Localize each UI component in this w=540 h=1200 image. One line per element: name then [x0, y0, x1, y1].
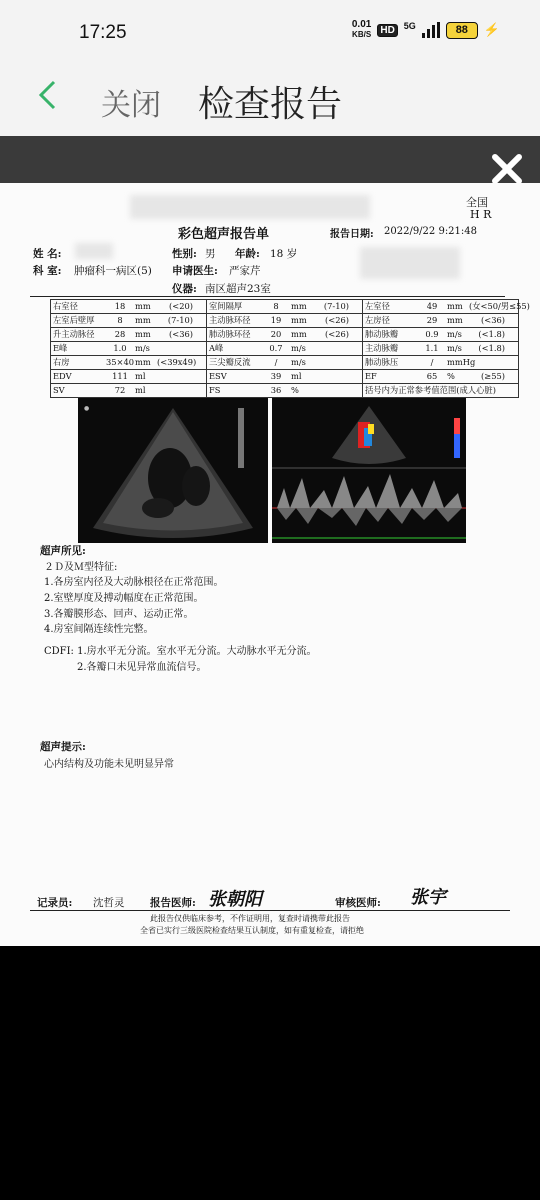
measurement-row — [51, 342, 519, 356]
report-image — [0, 183, 540, 946]
measure-value: 8 — [273, 301, 279, 311]
measure-value: 18 — [114, 301, 126, 311]
measurement-cell — [207, 342, 363, 356]
dept-label: 科 室: — [33, 265, 62, 277]
findings-title: 超声所见: — [40, 545, 86, 557]
measure-name: 肺动脉压 — [365, 357, 399, 367]
measure-value: 36 — [270, 385, 282, 395]
network-speed-value: 0.01 — [351, 19, 372, 30]
measure-name: 左室径 — [365, 301, 390, 311]
measure-unit: m/s — [291, 357, 306, 367]
finding-line-2: 2.室壁厚度及搏动幅度在正常范围。 — [44, 593, 204, 604]
measurement-cell — [363, 314, 519, 328]
measure-range: (<39x49) — [157, 357, 197, 367]
measure-name: 升主动脉径 — [53, 329, 95, 339]
measurement-cell — [51, 356, 207, 370]
measurement-cell — [363, 342, 519, 356]
recorder-label: 记录员: — [37, 897, 73, 909]
measurement-cell — [363, 328, 519, 342]
measure-value: 111 — [112, 371, 128, 381]
viewer-bottom-area — [0, 946, 540, 1200]
measurement-cell — [207, 384, 363, 398]
instrument-label: 仪器: — [172, 283, 197, 295]
reviewer-signature: 张宇 — [410, 887, 446, 908]
measure-range: (7-10) — [167, 315, 193, 325]
measure-name: EDV — [53, 371, 72, 381]
measure-name: 三尖瓣反流 — [209, 357, 251, 367]
impression-title: 超声提示: — [40, 741, 86, 753]
report-date: 2022/9/22 9:21:48 — [384, 226, 478, 237]
status-time: 17:25 — [79, 22, 127, 43]
measure-value: / — [274, 357, 278, 367]
gender-label: 性别: — [172, 248, 197, 260]
reviewer-label: 审核医师: — [335, 897, 381, 909]
close-x-icon[interactable] — [490, 152, 524, 186]
measure-unit: ml — [135, 385, 146, 395]
measure-value: 49 — [426, 301, 438, 311]
measure-range: (<26) — [325, 329, 349, 339]
measure-value: 35×40 — [105, 357, 135, 367]
network-speed-unit: KB/S — [352, 30, 372, 39]
measurement-cell — [51, 328, 207, 342]
measure-name: ESV — [209, 371, 227, 381]
measure-unit: mm — [447, 315, 463, 325]
measurement-row — [51, 314, 519, 328]
measure-value: 39 — [270, 371, 282, 381]
measure-name: 肺动脉环径 — [209, 329, 251, 339]
name-label: 姓 名: — [33, 248, 62, 260]
footer-divider — [30, 910, 510, 911]
measurement-cell — [363, 370, 519, 384]
measure-unit: mm — [135, 301, 151, 311]
measure-unit: mm — [291, 329, 307, 339]
report-date-label: 报告日期: — [330, 229, 374, 240]
measure-value: 19 — [270, 315, 282, 325]
network-speed — [352, 20, 371, 40]
cdfi-line-2: 2.各瓣口未见异常血流信号。 — [77, 662, 207, 673]
measurement-cell — [207, 328, 363, 342]
measurement-cell — [363, 300, 530, 314]
redacted-name — [75, 243, 113, 259]
svg-text:●: ● — [84, 405, 90, 412]
measure-unit: mm — [135, 329, 151, 339]
measure-unit: ml — [291, 371, 302, 381]
finding-line-0: ２Ｄ及Ｍ型特征: — [44, 562, 118, 573]
measure-unit: m/s — [135, 343, 150, 353]
measurements-table — [50, 299, 530, 398]
measure-unit: mm — [135, 357, 151, 367]
measure-unit: ml — [135, 371, 146, 381]
measure-range: (<1.8) — [478, 329, 505, 339]
measurement-row — [51, 300, 519, 314]
measurement-row — [51, 370, 519, 384]
measure-name: E峰 — [53, 343, 68, 353]
measure-value: 8 — [117, 315, 123, 325]
measure-value: 0.7 — [269, 343, 283, 353]
age-value: 18 岁 — [270, 248, 298, 260]
dept-value: 肿瘤科一病区(5) — [74, 265, 152, 277]
top-right-text-2: H R — [470, 208, 492, 221]
report-document — [0, 183, 540, 946]
report-doctor-label: 报告医师: — [150, 897, 196, 909]
measure-range: (<36) — [169, 329, 193, 339]
age-label: 年龄: — [235, 248, 260, 260]
recorder-name: 沈哲灵 — [93, 897, 125, 909]
measure-range: (≥55) — [481, 371, 505, 381]
measure-unit: mm — [135, 315, 151, 325]
measure-name: 室间隔厚 — [209, 301, 243, 311]
measurement-cell — [207, 314, 363, 328]
measurement-row — [51, 384, 519, 398]
measurement-cell — [51, 370, 207, 384]
measurement-cell — [207, 356, 363, 370]
top-right-text-1: 全国 — [466, 196, 488, 209]
measure-unit: m/s — [291, 343, 306, 353]
hd-badge: HD — [377, 24, 397, 37]
ultrasound-doppler-image — [272, 398, 466, 543]
measure-unit: mm — [447, 301, 463, 311]
measure-name: 左室后壁厚 — [53, 315, 95, 325]
measurement-cell — [51, 314, 207, 328]
measurement-row — [51, 356, 519, 370]
redacted-hospital-name — [130, 195, 370, 219]
measurement-cell — [207, 370, 363, 384]
measure-value: 29 — [426, 315, 438, 325]
page-title: 检查报告 — [198, 84, 343, 125]
measure-name: 主动脉环径 — [209, 315, 251, 325]
header-divider — [30, 296, 505, 297]
requesting-doctor: 严家芹 — [229, 265, 261, 277]
measure-name: 肺动脉瓣 — [365, 329, 399, 339]
status-icons — [352, 20, 500, 40]
measure-name: 右房 — [53, 357, 70, 367]
close-link[interactable]: 关闭 — [101, 88, 161, 123]
impression-text: 心内结构及功能未见明显异常 — [44, 759, 174, 770]
measure-unit: mmHg — [447, 357, 476, 367]
finding-line-3: 3.各瓣膜形态、回声、运动正常。 — [44, 609, 194, 620]
measure-value: 0.9 — [425, 329, 439, 339]
chevron-left-icon[interactable] — [36, 80, 60, 110]
battery-icon: 88 — [446, 22, 478, 39]
measure-value: 65 — [426, 371, 438, 381]
status-bar — [0, 0, 540, 68]
footer-note-1: 此报告仅供临床参考，不作证明用，复查时请携带此报告 — [150, 914, 350, 923]
instrument-value: 南区超声23室 — [205, 283, 271, 295]
measure-value: 1.1 — [425, 343, 439, 353]
measure-range: (女<50/男≤55) — [469, 301, 530, 311]
cdfi-line-1: CDFI: 1.房水平无分流。室水平无分流。大动脉水平无分流。 — [44, 646, 317, 657]
charging-bolt-icon: ⚡ — [483, 22, 500, 37]
measurement-cell — [51, 300, 207, 314]
footer-note-2: 全省已实行三级医院检查结果互认制度，如有重复检查，请拒绝 — [140, 926, 364, 935]
measurement-cell — [363, 356, 519, 370]
measure-value: 28 — [114, 329, 126, 339]
signal-5g-label: 5G — [403, 21, 416, 31]
ultrasound-2d-image — [78, 398, 268, 543]
measure-range: (7-10) — [323, 301, 349, 311]
measure-name: EF — [365, 371, 377, 381]
measure-value: 1.0 — [113, 343, 127, 353]
finding-line-1: 1.各房室内径及大动脉根径在正常范围。 — [44, 577, 224, 588]
measure-range: (<26) — [325, 315, 349, 325]
measure-name: FS — [209, 385, 221, 395]
measure-range: (<36) — [481, 315, 505, 325]
measure-range: (<1.8) — [478, 343, 505, 353]
signal-bars-icon — [422, 22, 440, 38]
measure-unit: m/s — [447, 329, 462, 339]
measure-range: (<20) — [169, 301, 193, 311]
measurement-cell — [207, 300, 363, 314]
form-title: 彩色超声报告单 — [178, 227, 270, 242]
reference-note-cell: 括号内为正常参考值范围(成人心脏) — [363, 384, 519, 398]
measure-name: SV — [53, 385, 65, 395]
measurement-cell — [51, 384, 207, 398]
measure-unit: mm — [291, 315, 307, 325]
finding-line-4: 4.房室间隔连续性完整。 — [44, 624, 154, 635]
measure-name: 主动脉瓣 — [365, 343, 399, 353]
measure-unit: % — [291, 385, 299, 395]
measure-unit: mm — [291, 301, 307, 311]
measure-name: 右室径 — [53, 301, 78, 311]
measure-name: 左房径 — [365, 315, 390, 325]
measure-value: 20 — [270, 329, 282, 339]
measure-name: A峰 — [209, 343, 224, 353]
measure-value: / — [430, 357, 434, 367]
measurement-row — [51, 328, 519, 342]
measurement-cell — [51, 342, 207, 356]
redacted-patient-id — [360, 247, 460, 279]
report-doctor-signature: 张朝阳 — [208, 889, 262, 910]
measure-unit: % — [447, 371, 455, 381]
measure-value: 72 — [114, 385, 126, 395]
measure-unit: m/s — [447, 343, 462, 353]
requesting-doctor-label: 申请医生: — [172, 265, 218, 277]
gender-value: 男 — [205, 248, 216, 260]
image-viewer-top-band — [0, 136, 540, 183]
